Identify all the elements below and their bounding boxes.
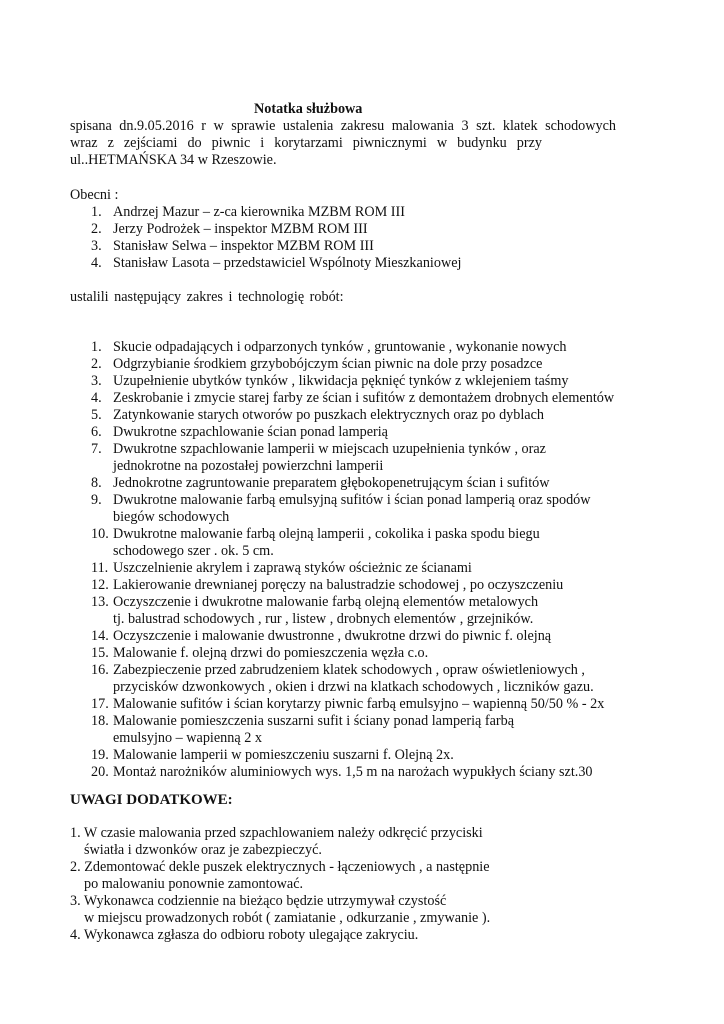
list-item: 18. Malowanie pomieszczenia suszarni sufit i ściany ponad lamperią farbą emulsyjno – wapienną 2 x [91, 713, 515, 746]
list-item: 2. Odgrzybianie środkiem grzybobójczym ścian piwnic na dole przy posadzce [91, 356, 543, 372]
list-item: 2. Zdemontować dekle puszek elektrycznych - łączeniowych , a następnie po malowaniu ponownie zamontować. [70, 859, 490, 892]
document-title: Notatka służbowa [254, 101, 363, 117]
list-item: 1. W czasie malowania przed szpachlowaniem należy odkręcić przyciski światła i dzwonków oraz je zabezpieczyć. [70, 825, 483, 858]
list-item: 3. Stanisław Selwa – inspektor MZBM ROM III [91, 238, 374, 254]
remarks-heading: UWAGI DODATKOWE: [70, 792, 233, 808]
list-item: 20. Montaż narożników aluminiowych wys. 1,5 m na narożach wypukłych ściany szt.30 [91, 764, 593, 780]
list-item: 6. Dwukrotne szpachlowanie ścian ponad lamperią [91, 424, 388, 440]
agreed-statement: ustalili następujący zakres i technologię robót: [70, 289, 344, 305]
tasks-list [91, 339, 614, 781]
list-item: 14. Oczyszczenie i malowanie dwustronne , dwukrotne drzwi do piwnic f. olejną [91, 628, 552, 644]
intro-line: ul..HETMAŃSKA 34 w Rzeszowie. [70, 152, 277, 168]
list-item: 4. Wykonawca zgłasza do odbioru roboty ulegające zakryciu. [70, 927, 419, 943]
list-item: 5. Zatynkowanie starych otworów po puszkach elektrycznych oraz po dyblach [91, 407, 544, 423]
list-item: 3. Uzupełnienie ubytków tynków , likwidacja pęknięć tynków z wklejeniem taśmy [91, 373, 569, 389]
list-item: 1. Andrzej Mazur – z-ca kierownika MZBM ROM III [91, 204, 405, 220]
list-item: 1. Skucie odpadających i odparzonych tynków , gruntowanie , wykonanie nowych [91, 339, 567, 355]
list-item: 9. Dwukrotne malowanie farbą emulsyjną sufitów i ścian ponad lamperią oraz spodów biegów schodowych [91, 492, 591, 525]
list-item: 2. Jerzy Podrożek – inspektor MZBM ROM III [91, 221, 368, 237]
present-list [91, 204, 461, 272]
list-item: 17. Malowanie sufitów i ścian korytarzy piwnic farbą emulsyjno – wapienną 50/50 % - 2x [91, 696, 605, 712]
list-item: 3. Wykonawca codziennie na bieżąco będzie utrzymywał czystość w miejscu prowadzonych robót ( zamiatanie , odkurzanie , zmywanie ). [70, 893, 491, 926]
list-item: 7. Dwukrotne szpachlowanie lamperii w miejscach uzupełnienia tynków , oraz jednokrotne na pozostałej powierzchni lamperii [91, 441, 546, 474]
list-item: 12. Lakierowanie drewnianej poręczy na balustradzie schodowej , po oczyszczeniu [91, 577, 564, 593]
list-item: 8. Jednokrotne zagruntowanie preparatem głębokopenetrującym ścian i sufitów [91, 475, 550, 491]
remarks-list [70, 825, 490, 944]
present-label: Obecni : [70, 187, 119, 203]
list-item: 16. Zabezpieczenie przed zabrudzeniem klatek schodowych , opraw oświetleniowych , przycisków dzwonkowych , okien i drzwi na klatkach schodowych , liczników gazu. [91, 662, 594, 695]
list-item: 4. Stanisław Lasota – przedstawiciel Wspólnoty Mieszkaniowej [91, 255, 462, 271]
list-item: 15. Malowanie f. olejną drzwi do pomieszczenia węzła c.o. [91, 645, 429, 661]
list-item: 10. Dwukrotne malowanie farbą olejną lamperii , cokolika i paska spodu biegu schodowego szer . ok. 5 cm. [91, 526, 540, 559]
intro-line: spisana dn.9.05.2016 r w sprawie ustalenia zakresu malowania 3 szt. klatek schodowych [70, 118, 616, 134]
list-item: 19. Malowanie lamperii w pomieszczeniu suszarni f. Olejną 2x. [91, 747, 454, 763]
list-item: 4. Zeskrobanie i zmycie starej farby ze ścian i sufitów z demontażem drobnych elementów [91, 390, 615, 406]
intro-paragraph [70, 118, 640, 169]
list-item: 13. Oczyszczenie i dwukrotne malowanie farbą olejną elementów metalowych tj. balustrad schodowych , rur , listew , drobnych elementów , grzejników. [91, 594, 539, 627]
intro-line: wraz z zejściami do piwnic i korytarzami piwnicznymi w budynku przy [70, 135, 542, 151]
list-item: 11. Uszczelnienie akrylem i zaprawą styków ościeżnic ze ścianami [91, 560, 472, 576]
